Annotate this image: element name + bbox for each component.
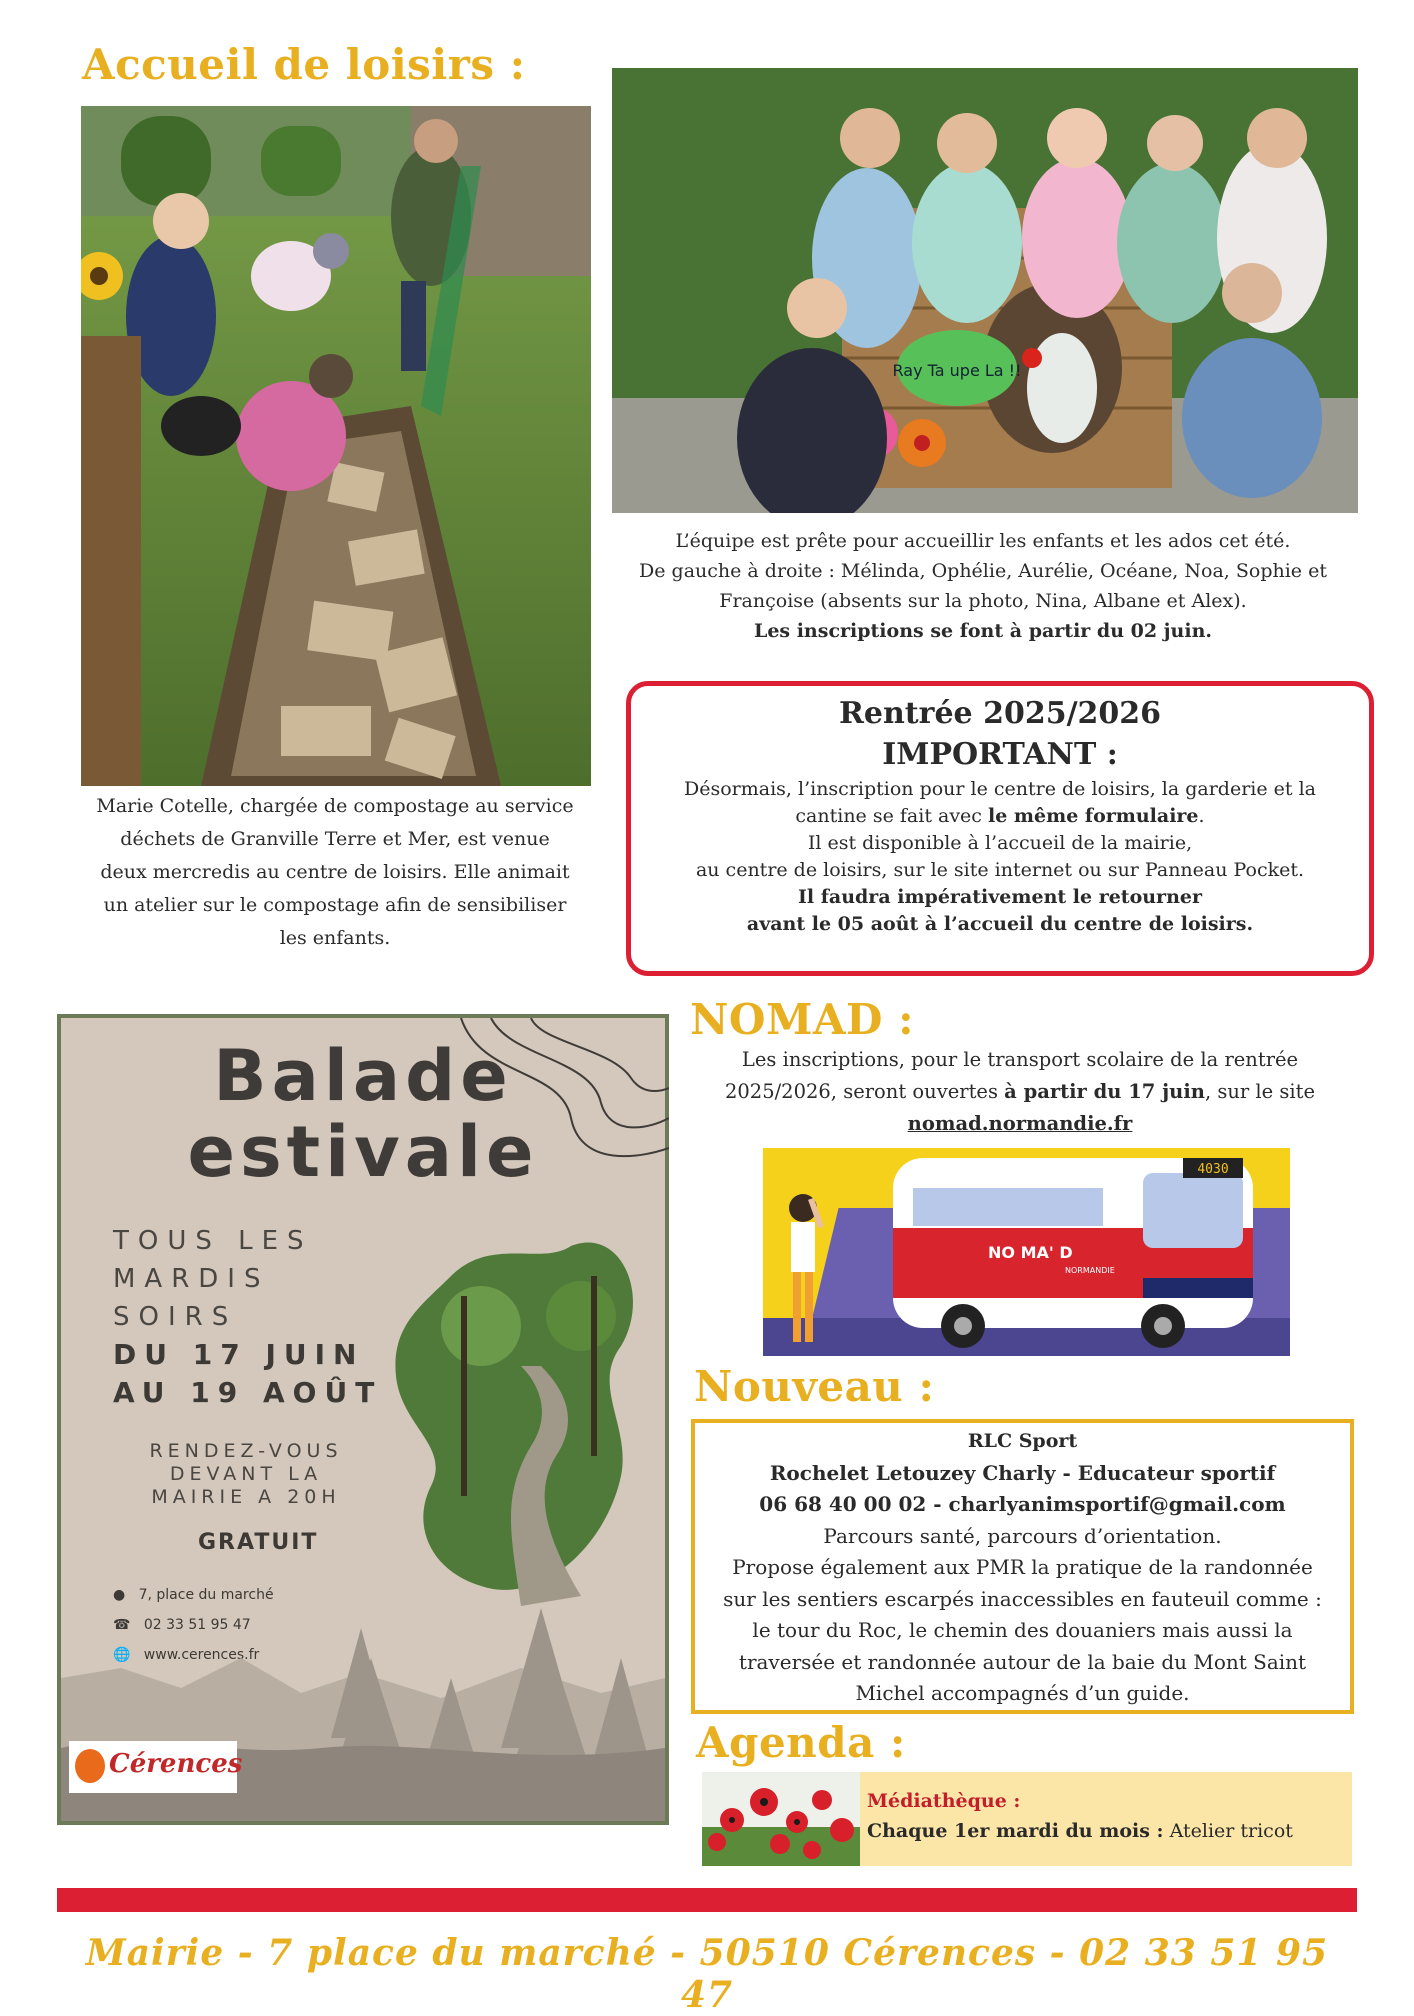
caption-line: les enfants. <box>279 927 391 949</box>
registration-note <box>608 616 1358 646</box>
bus-number: 4030 <box>1197 1162 1229 1177</box>
poster-line-2: MARDIS <box>113 1264 270 1294</box>
nomad-bus-image <box>763 1148 1290 1356</box>
compost-workshop-photo <box>81 106 591 786</box>
footer-bar <box>57 1888 1357 1912</box>
rlc-sport-box <box>691 1419 1354 1714</box>
nomad-text-part: 2025/2026, seront ouvertes <box>724 1080 1005 1103</box>
rentree-title: Rentrée 2025/2026 <box>838 696 1162 731</box>
caption-line: un atelier sur le compostage afin de sensibiliser <box>103 894 567 916</box>
accueil-heading: Accueil de loisirs : <box>82 40 526 89</box>
rlc-line: traversée et randonnée autour de la baie du Mont Saint <box>738 1649 1307 1674</box>
poster-gratuit: GRATUIT <box>198 1530 319 1555</box>
agenda-when: Chaque 1er mardi du mois : <box>867 1820 1164 1842</box>
nomad-line: Les inscriptions, pour le transport scolaire de la rentrée <box>741 1048 1299 1071</box>
nomad-date: à partir du 17 juin <box>1004 1080 1205 1103</box>
agenda-heading: Agenda : <box>696 1718 906 1767</box>
bus-region: NORMANDIE <box>1065 1266 1115 1275</box>
rentree-line: Il faudra impérativement le retourner <box>798 886 1202 908</box>
caption-line: deux mercredis au centre de loisirs. Elle animait <box>100 861 570 883</box>
rlc-line: sur les sentiers escarpés inaccessibles en fauteuil comme : <box>723 1586 1322 1611</box>
balade-poster <box>57 1014 669 1825</box>
bus-brand: NO MA' D <box>988 1243 1073 1262</box>
poster-address: 7, place du marché <box>138 1587 274 1603</box>
poster-phone: 02 33 51 95 47 <box>143 1617 251 1633</box>
rdv-line: RENDEZ-VOUS <box>149 1440 343 1462</box>
rlc-line: le tour du Roc, le chemin des douaniers mais aussi la <box>752 1618 1293 1642</box>
nomad-text <box>690 1044 1350 1140</box>
registration-date: Les inscriptions se font à partir du 02 juin. <box>753 620 1213 642</box>
nouveau-heading: Nouveau : <box>694 1362 935 1411</box>
rentree-box <box>626 681 1374 976</box>
team-caption <box>608 526 1358 646</box>
balade-title-2: estivale <box>187 1111 539 1193</box>
forest-path-image <box>391 1236 651 1606</box>
agenda-place: Médiathèque : <box>867 1790 1021 1812</box>
rentree-subtitle: IMPORTANT : <box>882 737 1118 772</box>
rentree-line: Il est disponible à l’accueil de la mairie, <box>807 832 1193 854</box>
rentree-line: avant le 05 août à l’accueil du centre de loisirs. <box>746 913 1254 935</box>
rlc-line: Propose également aux PMR la pratique de la randonnée <box>732 1555 1313 1579</box>
poster-date-end: AU 19 AOÛT <box>113 1376 383 1409</box>
caption-line: déchets de Granville Terre et Mer, est venue <box>120 828 550 850</box>
poppies-image <box>702 1772 860 1866</box>
caption-line: De gauche à droite : Mélinda, Ophélie, Aurélie, Océane, Noa, Sophie et <box>639 560 1327 582</box>
rlc-line: Michel accompagnés d’un guide. <box>855 1681 1190 1705</box>
poster-line-1: TOUS LES <box>113 1226 313 1256</box>
apple-logo-icon <box>75 1749 105 1783</box>
rentree-line: Désormais, l’inscription pour le centre de loisirs, la garderie et la <box>684 778 1316 800</box>
nomad-heading: NOMAD : <box>690 995 915 1044</box>
cerences-logo <box>69 1741 243 1793</box>
caption-line: L’équipe est prête pour accueillir les enfants et les ados cet été. <box>675 530 1291 552</box>
location-pin-icon: ● <box>113 1587 126 1603</box>
footer-address: Mairie - 7 place du marché - 50510 Cérences - 02 33 51 95 47 <box>85 1932 1329 2016</box>
poster-rendezvous <box>131 1440 361 1509</box>
rlc-title: RLC Sport <box>967 1430 1078 1452</box>
globe-icon: 🌐 <box>113 1647 131 1663</box>
caption-line: Marie Cotelle, chargée de compostage au service <box>96 795 574 817</box>
nomad-link-row <box>690 1108 1350 1140</box>
rdv-line: DEVANT LA <box>169 1463 323 1485</box>
agenda-item <box>702 1772 1352 1866</box>
nomad-text-part: , sur le site <box>1204 1080 1316 1103</box>
rentree-text: cantine se fait avec <box>795 805 988 827</box>
agenda-what: Atelier tricot <box>1163 1820 1293 1842</box>
team-sign-text: Ray Ta upe La !! <box>892 361 1022 380</box>
balade-title-1: Balade <box>213 1035 513 1117</box>
logo-text: Cérences <box>109 1749 243 1779</box>
caption-line: Françoise (absents sur la photo, Nina, Albane et Alex). <box>719 590 1247 612</box>
rdv-line: MAIRIE A 20H <box>151 1486 341 1508</box>
rentree-line <box>631 803 1369 830</box>
nomad-line <box>690 1076 1350 1108</box>
rlc-line: Parcours santé, parcours d’orientation. <box>823 1523 1222 1548</box>
rlc-name: Rochelet Letouzey Charly - Educateur sportif <box>769 1460 1276 1485</box>
rentree-line: au centre de loisirs, sur le site internet ou sur Panneau Pocket. <box>695 859 1305 881</box>
nomad-link[interactable]: nomad.normandie.fr <box>907 1112 1133 1135</box>
phone-icon: ☎ <box>113 1617 131 1633</box>
poster-website: www.cerences.fr <box>143 1647 260 1663</box>
compost-caption <box>70 790 600 955</box>
rentree-text: . <box>1198 805 1205 827</box>
team-photo <box>612 68 1358 513</box>
rlc-contact: 06 68 40 00 02 - charlyanimsportif@gmail.com <box>759 1492 1286 1516</box>
poster-line-3: SOIRS <box>113 1302 238 1332</box>
rentree-formulaire: le même formulaire <box>987 805 1199 827</box>
poster-date-start: DU 17 JUIN <box>113 1338 365 1371</box>
agenda-event <box>867 1820 1293 1842</box>
